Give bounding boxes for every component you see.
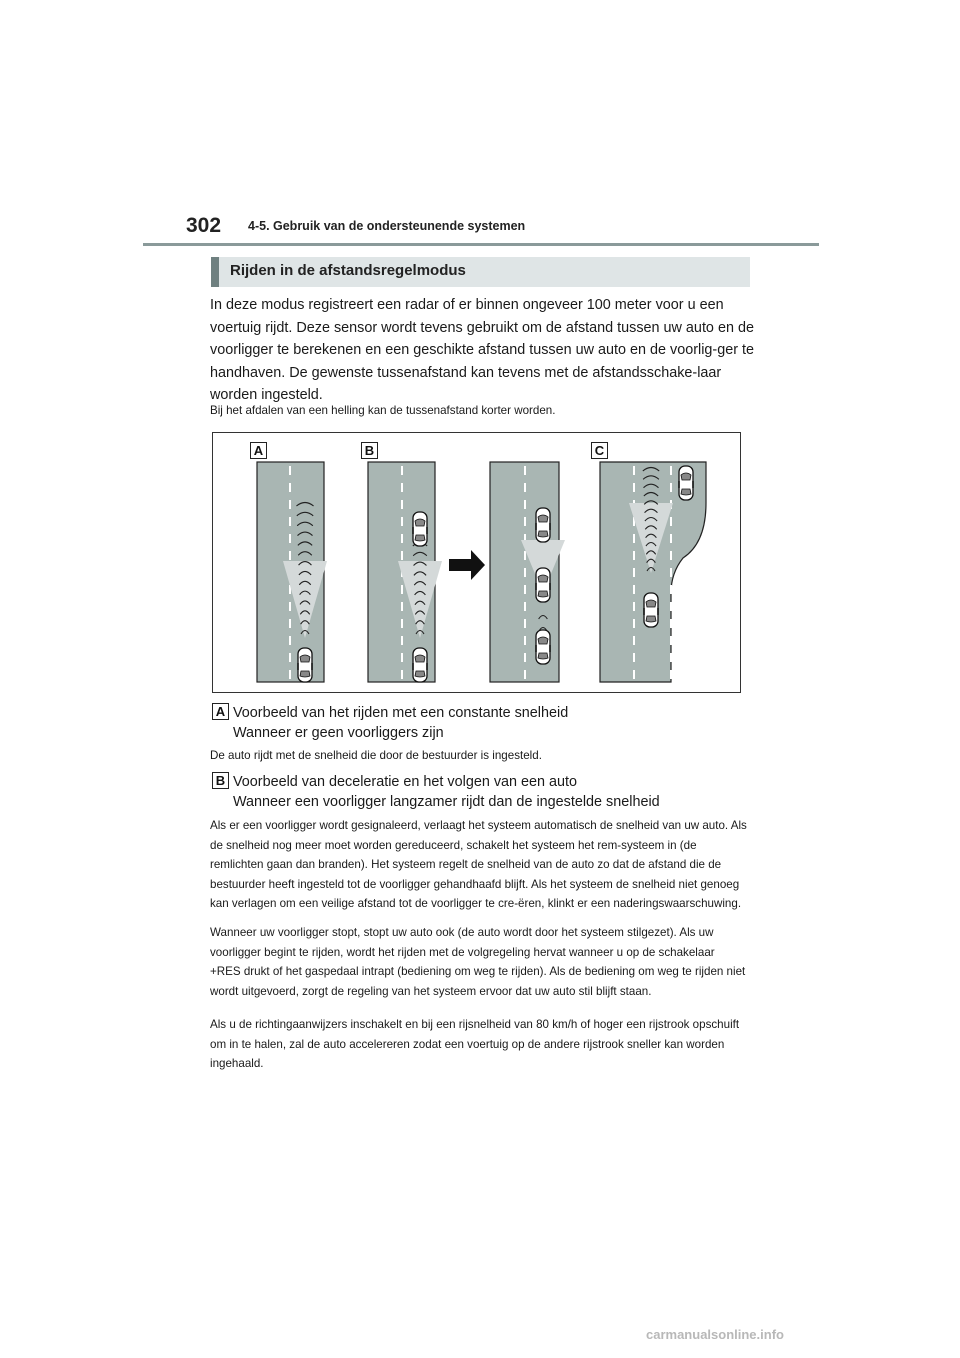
badge-b: B <box>212 772 229 789</box>
item-b-subtitle: Wanneer een voorligger langzamer rijdt dan de ingestelde snelheid <box>233 794 660 810</box>
item-a-subtitle: Wanneer er geen voorliggers zijn <box>233 725 444 741</box>
car-top-view-icon <box>413 648 427 682</box>
item-b-title: Voorbeeld van deceleratie en het volgen van een auto <box>233 774 578 790</box>
car-top-view-icon <box>298 648 312 682</box>
section-title: 4-5. Gebruik van de ondersteunende systemen <box>248 219 526 233</box>
heading-accent <box>211 257 219 287</box>
badge-a: A <box>212 703 229 720</box>
car-top-view-icon <box>536 630 550 664</box>
section-heading: Rijden in de afstandsregelmodus <box>230 262 466 279</box>
watermark-logo: carmanualsonline.info <box>646 1327 784 1342</box>
radar-illustration-drawing <box>213 433 740 692</box>
section-heading-bar <box>211 257 750 287</box>
item-a-title: Voorbeeld van het rijden met een constante snelheid <box>233 705 569 721</box>
car-top-view-icon <box>413 512 427 546</box>
intro-paragraph: In deze modus registreert een radar of er binnen ongeveer 100 meter voor u een voertuig rijdt. Deze sensor wordt tevens gebruikt om de afstand tussen uw auto en de voorligger te berekenen en een geschikte afstand tussen uw auto en de voorlig-ger te handhaven. De gewenste tussenafstand kan tevens met de afstandsschake-laar worden ingesteld. <box>210 297 754 403</box>
figure-label-b: B <box>361 442 378 459</box>
item-b-paragraph-2: Wanneer uw voorligger stopt, stopt uw auto ook (de auto wordt door het systeem stilgezet). Als uw voorligger begint te rijden, wordt het rijden met de volgregeling hervat wanneer u op de schakelaar +RES drukt of het gaspedaal intrapt (bediening om weg te rijden). Als de bediening om weg te rijden niet wordt uitgevoerd, zorgt de regeling van het systeem ervoor dat uw auto stil blijft staan. <box>210 926 746 998</box>
downhill-note: Bij het afdalen van een helling kan de tussenafstand korter worden. <box>210 404 556 417</box>
radar-illustration <box>212 432 741 693</box>
right-arrow-icon <box>449 550 485 580</box>
car-top-view-icon <box>536 508 550 542</box>
figure-label-a: A <box>250 442 267 459</box>
figure-label-c: C <box>591 442 608 459</box>
car-top-view-icon <box>644 593 658 627</box>
item-b-paragraph-3: Als u de richtingaanwijzers inschakelt en bij een rijsnelheid van 80 km/h of hoger een rijstrook opschuift om in te halen, zal de auto accelereren zodat een voertuig op de andere rijstrook sneller kan worden ingehaald. <box>210 1018 740 1070</box>
item-b-paragraph-1: Als er een voorligger wordt gesignaleerd, verlaagt het systeem automatisch de snelheid van uw auto. Als de snelheid nog meer moet worden gereduceerd, schakelt het systeem het rem-systeem in (de remlichten gaan dan branden). Het systeem regelt de snelheid van de auto zo dat de afstand die de bestuurder heeft ingesteld tot de voorligger gehandhaafd blijft. Als het systeem de snelheid niet genoeg kan verlagen om een veilige afstand tot de voorligger te cre-ëren, klinkt er een naderingswaarschuwing. <box>210 819 747 910</box>
header-rule <box>143 243 819 246</box>
car-top-view-icon <box>679 466 693 500</box>
page-number: 302 <box>186 214 222 237</box>
car-top-view-icon <box>536 568 550 602</box>
item-a-note: De auto rijdt met de snelheid die door de bestuurder is ingesteld. <box>210 749 542 762</box>
